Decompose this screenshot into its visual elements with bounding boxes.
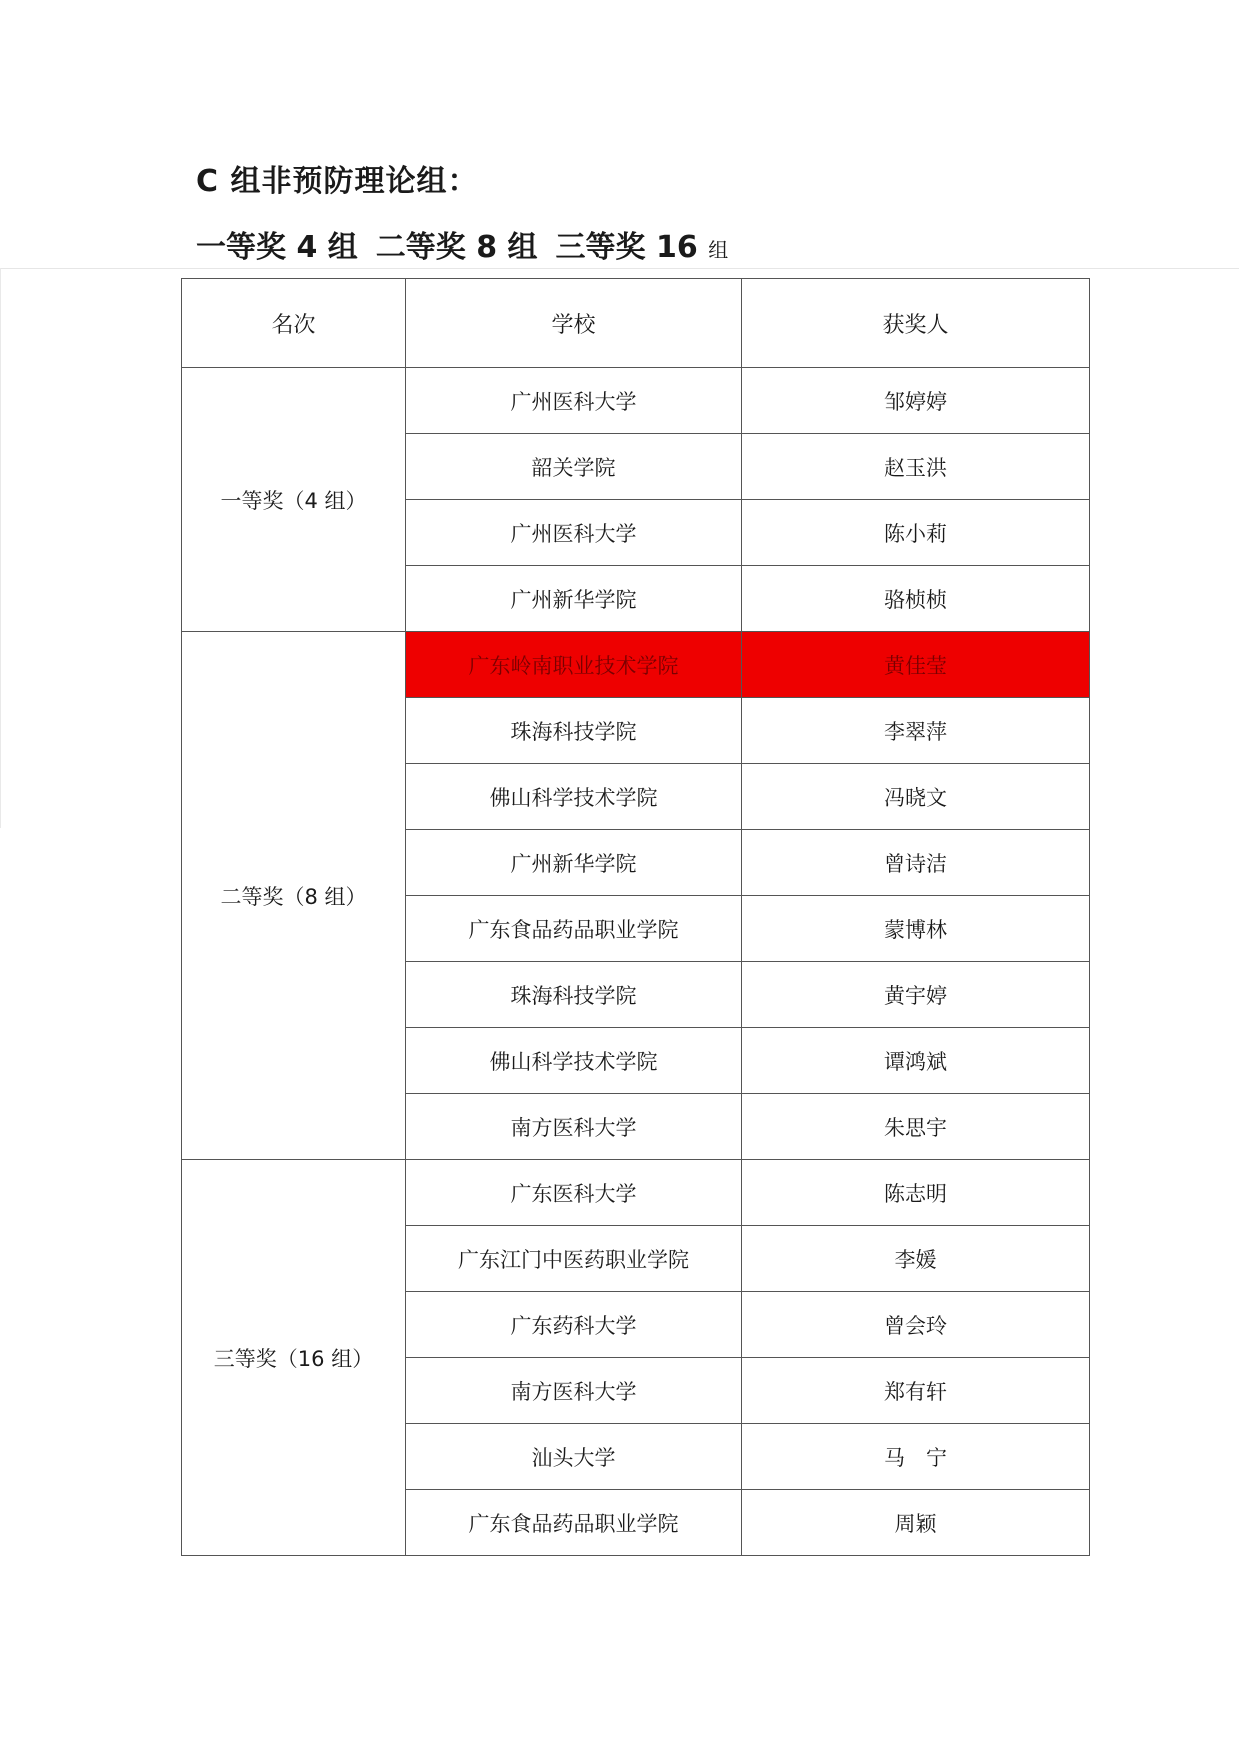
scan-edge-line-left bbox=[0, 268, 1, 828]
rank-cell: 一等奖（4 组） bbox=[182, 368, 406, 632]
winner-cell: 郑有轩 bbox=[742, 1358, 1090, 1424]
winner-cell: 马 宁 bbox=[742, 1424, 1090, 1490]
winner-cell: 李媛 bbox=[742, 1226, 1090, 1292]
winner-cell: 谭鸿斌 bbox=[742, 1028, 1090, 1094]
table-row bbox=[182, 632, 1090, 698]
winner-cell: 冯晓文 bbox=[742, 764, 1090, 830]
school-cell: 广东食品药品职业学院 bbox=[406, 1490, 742, 1556]
school-cell: 韶关学院 bbox=[406, 434, 742, 500]
winner-cell: 曾诗洁 bbox=[742, 830, 1090, 896]
award-summary-second: 二等奖 8 组 bbox=[375, 230, 538, 265]
table-row bbox=[182, 368, 1090, 434]
award-summary-first: 一等奖 4 组 bbox=[196, 230, 358, 265]
winner-cell: 赵玉洪 bbox=[742, 434, 1090, 500]
results-body bbox=[182, 368, 1090, 1556]
school-cell: 广州新华学院 bbox=[406, 566, 742, 632]
school-cell: 广州医科大学 bbox=[406, 368, 742, 434]
award-summary-third: 三等奖 16 bbox=[555, 230, 698, 265]
school-cell: 南方医科大学 bbox=[406, 1094, 742, 1160]
header-winner: 获奖人 bbox=[742, 279, 1090, 368]
school-cell: 佛山科学技术学院 bbox=[406, 1028, 742, 1094]
school-cell: 广州新华学院 bbox=[406, 830, 742, 896]
school-cell: 广东岭南职业技术学院 bbox=[406, 632, 742, 698]
winner-cell: 李翠萍 bbox=[742, 698, 1090, 764]
school-cell: 南方医科大学 bbox=[406, 1358, 742, 1424]
award-summary bbox=[196, 222, 728, 266]
winner-cell: 黄佳莹 bbox=[742, 632, 1090, 698]
school-cell: 广东医科大学 bbox=[406, 1160, 742, 1226]
rank-cell: 二等奖（8 组） bbox=[182, 632, 406, 1160]
results-table bbox=[181, 278, 1090, 1556]
school-cell: 佛山科学技术学院 bbox=[406, 764, 742, 830]
header-row bbox=[182, 279, 1090, 368]
table-row bbox=[182, 1160, 1090, 1226]
winner-cell: 黄宇婷 bbox=[742, 962, 1090, 1028]
winner-cell: 骆桢桢 bbox=[742, 566, 1090, 632]
winner-cell: 陈小莉 bbox=[742, 500, 1090, 566]
school-cell: 广东食品药品职业学院 bbox=[406, 896, 742, 962]
winner-cell: 周颖 bbox=[742, 1490, 1090, 1556]
winner-cell: 朱思宇 bbox=[742, 1094, 1090, 1160]
winner-cell: 曾会玲 bbox=[742, 1292, 1090, 1358]
school-cell: 汕头大学 bbox=[406, 1424, 742, 1490]
school-cell: 广东药科大学 bbox=[406, 1292, 742, 1358]
scan-edge-line bbox=[0, 268, 1239, 269]
winner-cell: 陈志明 bbox=[742, 1160, 1090, 1226]
school-cell: 广州医科大学 bbox=[406, 500, 742, 566]
school-cell: 广东江门中医药职业学院 bbox=[406, 1226, 742, 1292]
page-title: C 组非预防理论组： bbox=[196, 164, 479, 199]
winner-cell: 邹婷婷 bbox=[742, 368, 1090, 434]
school-cell: 珠海科技学院 bbox=[406, 962, 742, 1028]
award-summary-unit: 组 bbox=[708, 238, 729, 262]
rank-cell: 三等奖（16 组） bbox=[182, 1160, 406, 1556]
school-cell: 珠海科技学院 bbox=[406, 698, 742, 764]
header-rank: 名次 bbox=[182, 279, 406, 368]
header-school: 学校 bbox=[406, 279, 742, 368]
winner-cell: 蒙博林 bbox=[742, 896, 1090, 962]
